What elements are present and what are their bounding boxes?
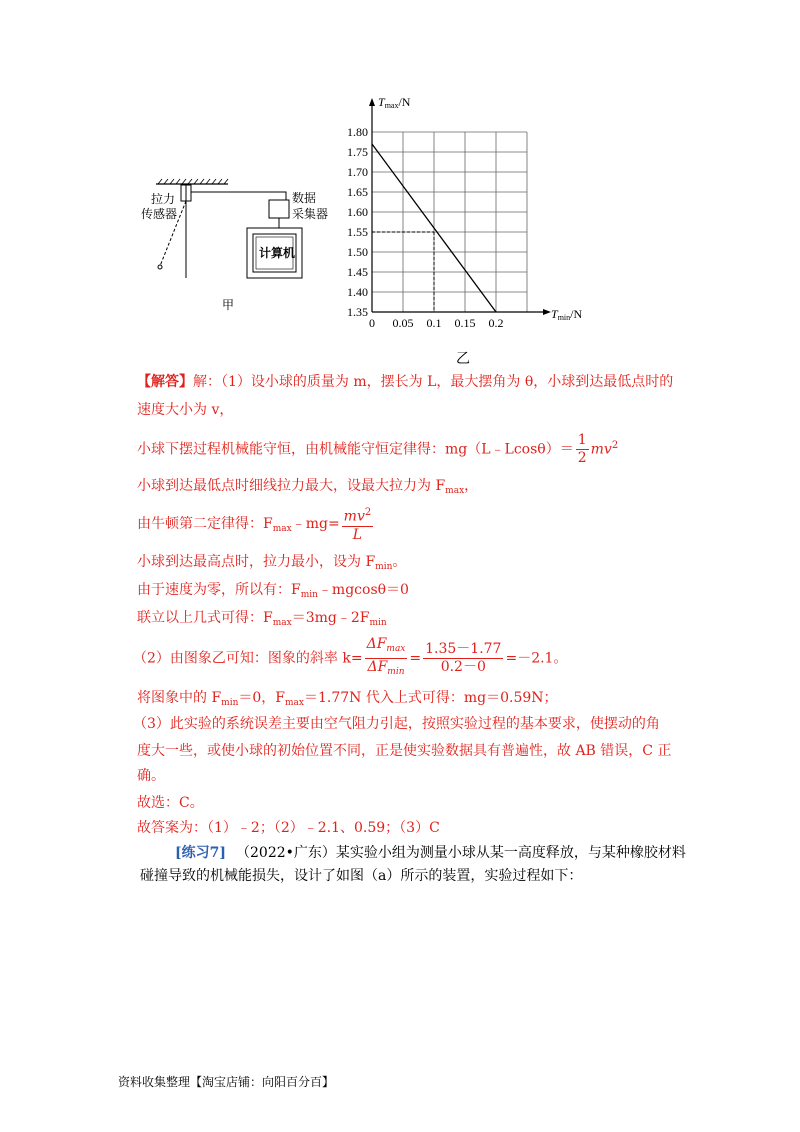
max-sub: max	[445, 486, 465, 496]
solution-line-10b: 度大一些，或使小球的初始位置不同，正是使实验数据具有普遍性，故 AB 错误，C 正	[137, 743, 672, 759]
solution-line-1	[137, 372, 673, 392]
solution-line-2	[137, 428, 618, 468]
slope-value-den: 0.2－0	[440, 659, 486, 675]
solution-text-1a: 解：（1）设小球的质量为 m，摆长为 L，最大摆角为 θ，小球到达最低点时的	[193, 374, 674, 390]
y-tick-label: 1.50	[347, 245, 368, 259]
exercise-tag: [练习7]	[175, 845, 226, 861]
solution-answer: 故答案为：（1）﹣2；（2）﹣2.1、0.59；（3）C	[137, 820, 440, 836]
newton-numerator: mv	[343, 508, 365, 525]
solution-line-7	[137, 608, 387, 633]
collector-label-1: 数据	[292, 191, 317, 205]
y-axis-label: Tmax/N	[378, 95, 411, 110]
x-tick-label: 0.05	[392, 316, 414, 330]
solution-line-6	[137, 580, 409, 605]
combine-sub-2: min	[369, 618, 387, 628]
substitute-result: ＝1.77N 代入上式可得：mg＝0.59N；	[304, 690, 558, 706]
energy-eq-exponent: 2	[611, 440, 619, 451]
slope-result: =－2.1。	[505, 650, 568, 667]
zero-speed-text: 由于速度为零，所以有：F	[137, 582, 301, 598]
solution-line-4	[137, 504, 375, 549]
x-tick-label: 0.15	[454, 316, 476, 330]
substitute-text: 将图象中的 F	[137, 690, 222, 706]
y-tick-label: 1.55	[347, 225, 368, 239]
slope-fraction-2	[423, 641, 503, 676]
exercise-text-1: （2022•广东）某实验小组为测量小球从某一高度释放，与某种橡胶材料	[236, 845, 686, 861]
newton-exponent: 2	[364, 507, 372, 519]
solution-choice: 故选：C。	[137, 795, 204, 811]
tmax-tmin-chart	[330, 88, 620, 338]
half-numerator: 1	[577, 432, 587, 449]
solution-line-3	[137, 476, 478, 501]
x-axis-label: Tmin/N	[551, 307, 583, 322]
y-tick-label: 1.40	[347, 285, 368, 299]
x-tick-label: 0.2	[488, 316, 504, 330]
energy-eq-text: 小球下摆过程机械能守恒，由机械能守恒定律得：mg（L﹣Lcosθ）＝	[137, 441, 574, 458]
y-tick-label: 1.65	[347, 185, 368, 199]
combine-mid: ＝3mg﹣2F	[291, 610, 370, 626]
solution-line-5	[137, 552, 406, 577]
zero-speed-end: ﹣mgcosθ＝0	[317, 582, 409, 598]
sensor-label-2: 传感器	[141, 207, 178, 221]
chart-caption: 乙	[456, 351, 470, 367]
figure-a-caption: 甲	[222, 298, 235, 312]
slope-num-sub: max	[386, 644, 406, 654]
slope-num: ΔF	[366, 636, 387, 652]
slope-eq: =	[409, 650, 422, 667]
exercise-line-1	[175, 843, 686, 863]
y-tick-label: 1.45	[347, 265, 368, 279]
y-tick-label: 1.80	[347, 125, 368, 139]
half-denominator: 2	[577, 450, 587, 467]
newton-mid: ﹣mg=	[291, 516, 340, 532]
max-force-text: 小球到达最低点时细线拉力最大，设最大拉力为 F	[137, 478, 446, 494]
slope-value-num: 1.35－1.77	[425, 641, 502, 657]
min-sub: min	[375, 562, 393, 572]
slope-den-sub: min	[387, 667, 405, 677]
collector-label-2: 采集器	[292, 207, 329, 221]
computer-label: 计算机	[259, 246, 296, 260]
energy-eq-mv: mv	[590, 441, 612, 458]
y-tick-label: 1.35	[347, 305, 368, 319]
substitute-mid: ＝0，F	[238, 690, 286, 706]
solution-line-1b: 速度大小为 v，	[137, 402, 234, 418]
newton-sub: max	[272, 524, 292, 534]
solution-line-10a: （3）此实验的系统误差主要由空气阻力引起，按照实验过程的基本要求，使摆动的角	[133, 716, 660, 732]
exercise-line-2: 碰撞导致的机械能损失，设计了如图（a）所示的装置，实验过程如下：	[140, 868, 583, 884]
y-axis-arrow	[369, 98, 375, 106]
solution-line-10c: 确。	[137, 768, 165, 784]
x-tick-label: 0	[369, 316, 375, 330]
apparatus-figure	[140, 170, 340, 320]
max-force-end: ，	[464, 478, 479, 494]
y-tick-label: 1.70	[347, 165, 368, 179]
energy-eq-fraction	[576, 432, 589, 467]
slope-den: ΔF	[367, 659, 388, 675]
min-force-end: 。	[392, 554, 407, 570]
sensor-label-1: 拉力	[151, 192, 176, 206]
newton-text: 由牛顿第二定律得：F	[137, 516, 273, 532]
solution-line-9	[137, 688, 558, 713]
newton-denominator: L	[352, 526, 363, 543]
x-axis-arrow	[543, 309, 551, 315]
substitute-sub-1: min	[221, 698, 239, 708]
substitute-sub-2: max	[285, 698, 304, 708]
x-tick-label: 0.1	[426, 316, 442, 330]
min-force-text: 小球到达最高点时，拉力最小，设为 F	[137, 554, 376, 570]
solution-tag: 【解答】	[137, 374, 193, 390]
combine-text: 联立以上几式可得：F	[137, 610, 273, 626]
slope-text: （2）由图象乙可知：图象的斜率 k=	[133, 650, 363, 667]
newton-fraction	[342, 504, 374, 544]
zero-speed-sub: min	[300, 590, 318, 600]
solution-line-8	[133, 636, 567, 681]
slope-fraction-1	[365, 636, 408, 681]
combine-sub-1: max	[272, 618, 292, 628]
footer-text: 资料收集整理【淘宝店铺：向阳百分百】	[118, 1075, 335, 1089]
y-tick-label: 1.75	[347, 145, 368, 159]
y-tick-label: 1.60	[347, 205, 368, 219]
